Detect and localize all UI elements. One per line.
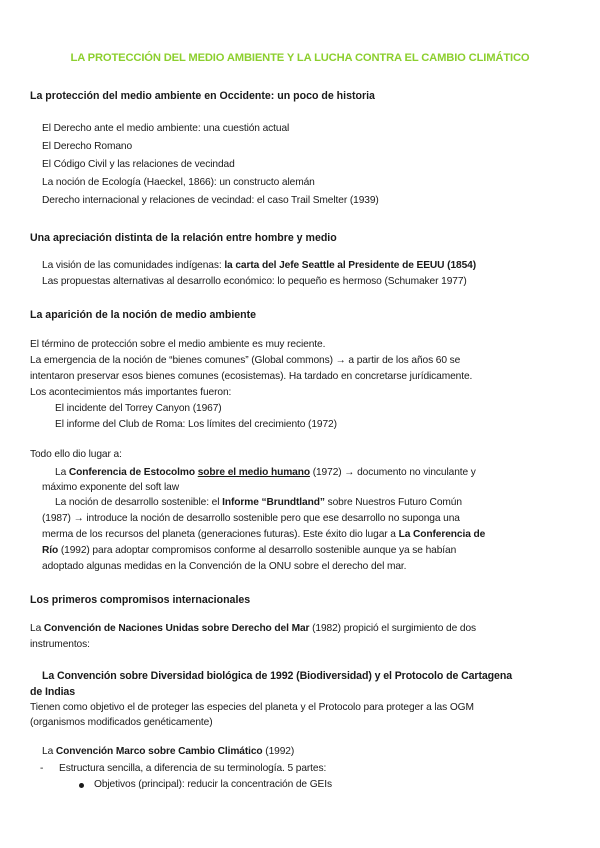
paragraph-line <box>42 529 485 540</box>
list-item: El Código Civil y las relaciones de vecindad <box>42 159 235 170</box>
text-run-bold-underline: sobre el medio humano <box>197 467 310 478</box>
paragraph-line: Las propuestas alternativas al desarrollo económico: lo pequeño es hermoso (Schumaker 1977) <box>42 276 467 287</box>
list-item: El Derecho Romano <box>42 141 133 152</box>
paragraph-line <box>42 260 476 271</box>
paragraph-line: Objetivos (principal): reducir la concentración de GEIs <box>94 779 332 790</box>
text-run-bold: la carta del Jefe Seattle al Presidente de EEUU (1854) <box>224 260 476 271</box>
paragraph-line: máximo exponente del soft law <box>42 482 179 493</box>
text-run: (1972) → documento no vinculante y <box>309 467 476 478</box>
paragraph-line: Todo ello dio lugar a: <box>30 449 122 460</box>
section-heading-notion: La aparición de la noción de medio ambiente <box>30 309 257 321</box>
text-run-bold: Conferencia de Estocolmo <box>68 467 198 478</box>
paragraph-line: La emergencia de la noción de “bienes comunes” (Global commons) → a partir de los años 60 se <box>30 355 461 366</box>
paragraph-line <box>55 467 476 478</box>
section-heading-history: La protección del medio ambiente en Occidente: un poco de historia <box>30 90 375 102</box>
text-run: (1982) propició el surgimiento de dos <box>309 623 477 634</box>
paragraph-line: El incidente del Torrey Canyon (1967) <box>55 403 222 414</box>
text-run-bold: Convención de Naciones Unidas sobre Derecho del Mar <box>43 623 310 634</box>
paragraph-line: adoptado algunas medidas en la Convención de la ONU sobre el derecho del mar. <box>42 561 407 572</box>
paragraph-line <box>42 746 294 757</box>
paragraph-line: El informe del Club de Roma: Los límites del crecimiento (1972) <box>55 419 337 430</box>
paragraph-line-bold: de Indias <box>30 686 76 698</box>
paragraph-line: El término de protección sobre el medio ambiente es muy reciente. <box>30 339 326 350</box>
paragraph-line <box>30 623 476 634</box>
paragraph-line: intentaron preservar esos bienes comunes (ecosistemas). Ha tardado en concretarse jurídicamente. <box>30 371 473 382</box>
text-run-bold: Río <box>42 545 59 556</box>
bullet-dot-icon <box>79 783 84 788</box>
text-run-bold: Informe “Brundtland” <box>222 497 325 508</box>
text-run: La visión de las comunidades indígenas: <box>42 260 225 271</box>
paragraph-line: Tienen como objetivo el de proteger las especies del planeta y el Protocolo para proteger a las OGM <box>30 702 474 713</box>
document-title: LA PROTECCIÓN DEL MEDIO AMBIENTE Y LA LUCHA CONTRA EL CAMBIO CLIMÁTICO <box>70 52 530 64</box>
paragraph-line: (1987) → introduce la noción de desarrollo sostenible pero que ese desarrollo no suponga una <box>42 513 460 524</box>
paragraph-line <box>55 497 462 508</box>
paragraph-line <box>42 545 456 556</box>
text-run: sobre Nuestros Futuro Común <box>324 497 462 508</box>
paragraph-line-bold: La Convención sobre Diversidad biológica de 1992 (Biodiversidad) y el Protocolo de Cartagena <box>42 670 512 682</box>
text-run: La <box>42 746 56 757</box>
text-run-bold: Convención Marco sobre Cambio Climático <box>55 746 263 757</box>
text-run: La <box>30 623 44 634</box>
paragraph-line: (organismos modificados genéticamente) <box>30 717 213 728</box>
list-item: El Derecho ante el medio ambiente: una cuestión actual <box>42 123 290 134</box>
list-item: Derecho internacional y relaciones de vecindad: el caso Trail Smelter (1939) <box>42 195 379 206</box>
paragraph-line: instrumentos: <box>30 639 90 650</box>
text-run-bold: La Conferencia de <box>398 529 486 540</box>
section-heading-relation: Una apreciación distinta de la relación entre hombre y medio <box>30 232 337 244</box>
paragraph-line: Los acontecimientos más importantes fueron: <box>30 387 232 398</box>
text-run: merma de los recursos del planeta (generaciones futuras). Este éxito dio lugar a <box>42 529 399 540</box>
text-run: (1992) para adoptar compromisos conforme al desarrollo sostenible aunque ya se habían <box>58 545 457 556</box>
text-run: La <box>55 467 69 478</box>
text-run: La noción de desarrollo sostenible: el <box>55 497 223 508</box>
paragraph-line: Estructura sencilla, a diferencia de su terminología. 5 partes: <box>59 763 327 774</box>
dash-bullet: - <box>40 763 44 774</box>
section-heading-commitments: Los primeros compromisos internacionales <box>30 594 251 606</box>
text-run: (1992) <box>262 746 295 757</box>
list-item: La noción de Ecología (Haeckel, 1866): un constructo alemán <box>42 177 315 188</box>
